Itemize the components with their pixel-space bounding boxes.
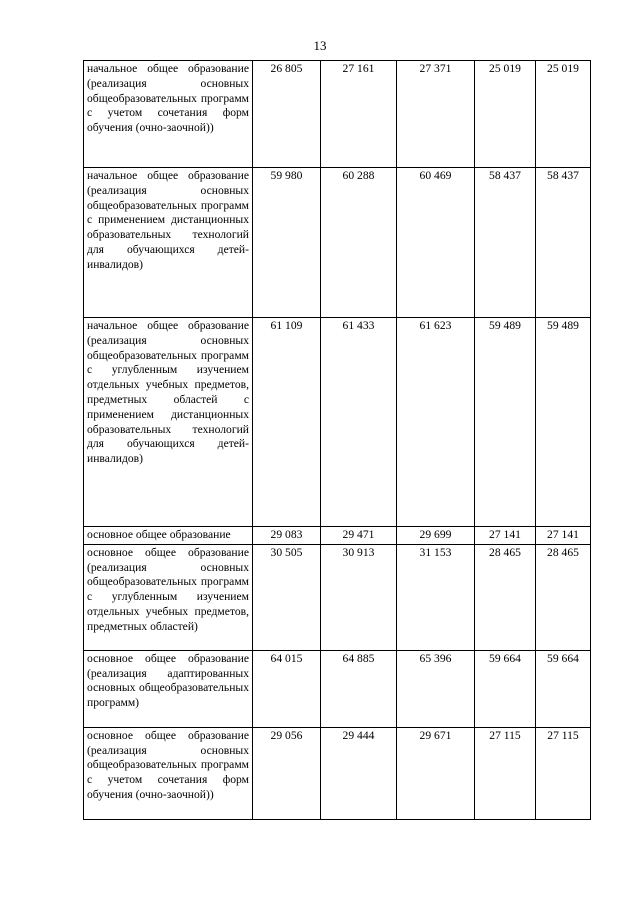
value-cell: 29 083 xyxy=(253,527,321,545)
value-cell: 61 433 xyxy=(321,318,397,527)
row-label xyxy=(84,727,253,819)
value-cell: 28 465 xyxy=(536,544,591,650)
data-table xyxy=(83,60,591,820)
table-body xyxy=(84,61,591,820)
row-label xyxy=(84,527,253,545)
value-cell: 29 671 xyxy=(397,727,475,819)
row-label-text: начальное общее образование (реализация основных общеобразовательных программ с учетом сочетания форм обучения (очно-заочной)) xyxy=(87,62,249,135)
value-cell: 60 469 xyxy=(397,168,475,318)
value-cell: 58 437 xyxy=(536,168,591,318)
value-cell: 29 444 xyxy=(321,727,397,819)
value-cell: 27 115 xyxy=(475,727,536,819)
table-row xyxy=(84,318,591,527)
row-label xyxy=(84,544,253,650)
row-label xyxy=(84,168,253,318)
value-cell: 27 161 xyxy=(321,61,397,168)
value-cell: 29 471 xyxy=(321,527,397,545)
value-cell: 64 015 xyxy=(253,650,321,727)
value-cell: 65 396 xyxy=(397,650,475,727)
value-cell: 61 109 xyxy=(253,318,321,527)
row-label-text: начальное общее образование (реализация основных общеобразовательных программ с применением дистанционных образовательных технологий для обучающихся детей-инвалидов) xyxy=(87,169,249,271)
row-label-text: основное общее образование (реализация основных общеобразовательных программ с учетом сочетания форм обучения (очно-заочной)) xyxy=(87,728,249,801)
value-cell: 59 664 xyxy=(536,650,591,727)
row-label-text: основное общее образование (реализация адаптированных основных общеобразовательных программ) xyxy=(87,651,249,710)
table-row xyxy=(84,544,591,650)
table-row xyxy=(84,527,591,545)
row-label-text: основное общее образование xyxy=(87,528,231,541)
value-cell: 58 437 xyxy=(475,168,536,318)
value-cell: 25 019 xyxy=(536,61,591,168)
row-label-text: основное общее образование (реализация основных общеобразовательных программ с углубленным изучением отдельных учебных предметов, предметных областей) xyxy=(87,545,249,633)
table-row xyxy=(84,727,591,819)
value-cell: 26 805 xyxy=(253,61,321,168)
row-label xyxy=(84,61,253,168)
value-cell: 27 115 xyxy=(536,727,591,819)
value-cell: 28 465 xyxy=(475,544,536,650)
value-cell: 61 623 xyxy=(397,318,475,527)
row-label-text: начальное общее образование (реализация основных общеобразовательных программ с углубленным изучением отдельных учебных предметов, предметных областей с применением дистанционных образовательных технологий для обучающихся детей-инвалидов) xyxy=(87,319,249,466)
table-row xyxy=(84,650,591,727)
value-cell: 25 019 xyxy=(475,61,536,168)
value-cell: 31 153 xyxy=(397,544,475,650)
value-cell: 30 505 xyxy=(253,544,321,650)
row-label xyxy=(84,650,253,727)
page-number: 13 xyxy=(313,38,327,53)
value-cell: 29 699 xyxy=(397,527,475,545)
value-cell: 27 141 xyxy=(475,527,536,545)
value-cell: 27 371 xyxy=(397,61,475,168)
table-row xyxy=(84,61,591,168)
value-cell: 64 885 xyxy=(321,650,397,727)
value-cell: 59 980 xyxy=(253,168,321,318)
value-cell: 30 913 xyxy=(321,544,397,650)
row-label xyxy=(84,318,253,527)
value-cell: 29 056 xyxy=(253,727,321,819)
table-row xyxy=(84,168,591,318)
value-cell: 60 288 xyxy=(321,168,397,318)
value-cell: 59 489 xyxy=(475,318,536,527)
value-cell: 27 141 xyxy=(536,527,591,545)
value-cell: 59 664 xyxy=(475,650,536,727)
value-cell: 59 489 xyxy=(536,318,591,527)
